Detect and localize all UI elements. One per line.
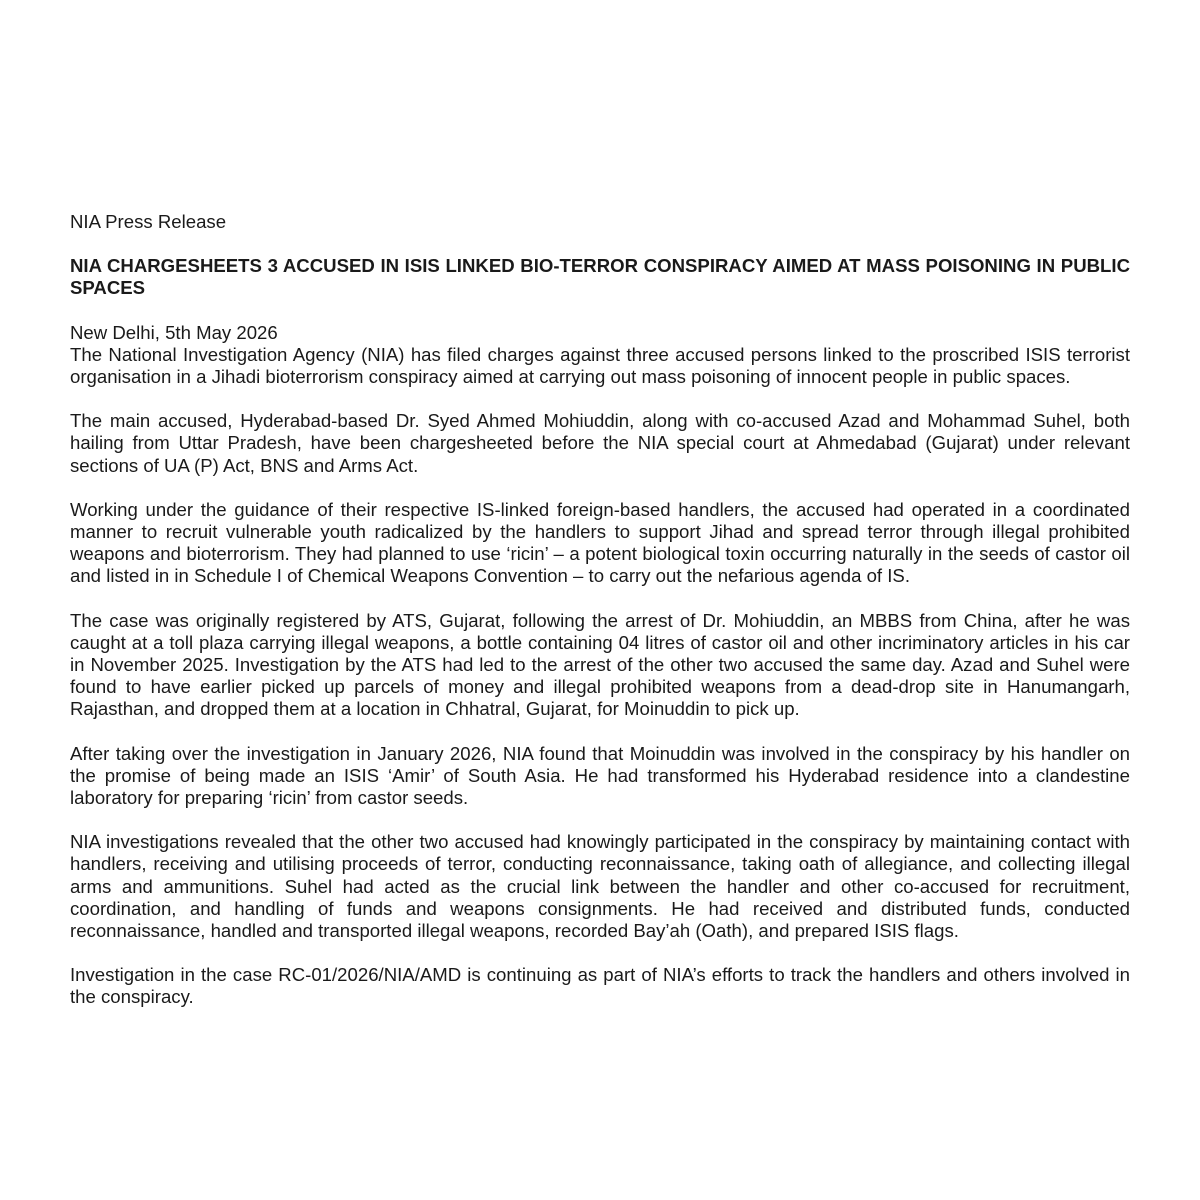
paragraph-status: Investigation in the case RC-01/2026/NIA/AMD is continuing as part of NIA’s efforts to track the handlers and others involved in the conspiracy. (70, 964, 1130, 1008)
press-release-document (70, 211, 1130, 1009)
dateline: New Delhi, 5th May 2026 (70, 321, 278, 343)
paragraph-case-origin: The case was originally registered by ATS, Gujarat, following the arrest of Dr. Mohiuddin, an MBBS from China, after he was caught at a toll plaza carrying illegal weapons, a bottle containing 04 litres of castor oil and other incriminatory articles in his car in November 2025. Investigation by the ATS had led to the arrest of the other two accused the same day. Azad and Suhel were found to have earlier picked up parcels of money and illegal prohibited weapons from a dead-drop site in Hanumangarh, Rajasthan, and dropped them at a location in Chhatral, Gujarat, for Moinuddin to pick up. (70, 609, 1130, 720)
paragraph-nia-findings: After taking over the investigation in January 2026, NIA found that Moinuddin was involved in the conspiracy by his handler on the promise of being made an ISIS ‘Amir’ of South Asia. He had transformed his Hyderabad residence into a clandestine laboratory for preparing ‘ricin’ from castor seeds. (70, 742, 1130, 809)
paragraph-investigation: NIA investigations revealed that the other two accused had knowingly participated in the conspiracy by maintaining contact with handlers, receiving and utilising proceeds of terror, conducting reconnaissance, taking oath of allegiance, and collecting illegal arms and ammunitions. Suhel had acted as the crucial link between the handler and other co-accused for recruitment, coordination, and handling of funds and weapons consignments. He had received and distributed funds, conducted reconnaissance, handled and transported illegal weapons, recorded Bay’ah (Oath), and prepared ISIS flags. (70, 831, 1130, 942)
headline: NIA CHARGESHEETS 3 ACCUSED IN ISIS LINKED BIO-TERROR CONSPIRACY AIMED AT MASS POISONING IN PUBLIC SPACES (70, 255, 1130, 299)
document-label: NIA Press Release (70, 211, 227, 232)
paragraph-conspiracy: Working under the guidance of their respective IS-linked foreign-based handlers, the accused had operated in a coordinated manner to recruit vulnerable youth radicalized by the handlers to support Jihad and spread terror through illegal prohibited weapons and bioterrorism. They had planned to use ‘ricin’ – a potent biological toxin occurring naturally in the seeds of castor oil and listed in in Schedule I of Chemical Weapons Convention – to carry out the nefarious agenda of IS. (70, 498, 1130, 587)
paragraph-accused: The main accused, Hyderabad-based Dr. Syed Ahmed Mohiuddin, along with co-accused Azad and Mohammad Suhel, both hailing from Uttar Pradesh, have been chargesheeted before the NIA special court at Ahmedabad (Gujarat) under relevant sections of UA (P) Act, BNS and Arms Act. (70, 410, 1130, 476)
paragraph-intro: The National Investigation Agency (NIA) has filed charges against three accused persons linked to the proscribed ISIS terrorist organisation in a Jihadi bioterrorism conspiracy aimed at carrying out mass poisoning of innocent people in public spaces. (70, 343, 1130, 388)
